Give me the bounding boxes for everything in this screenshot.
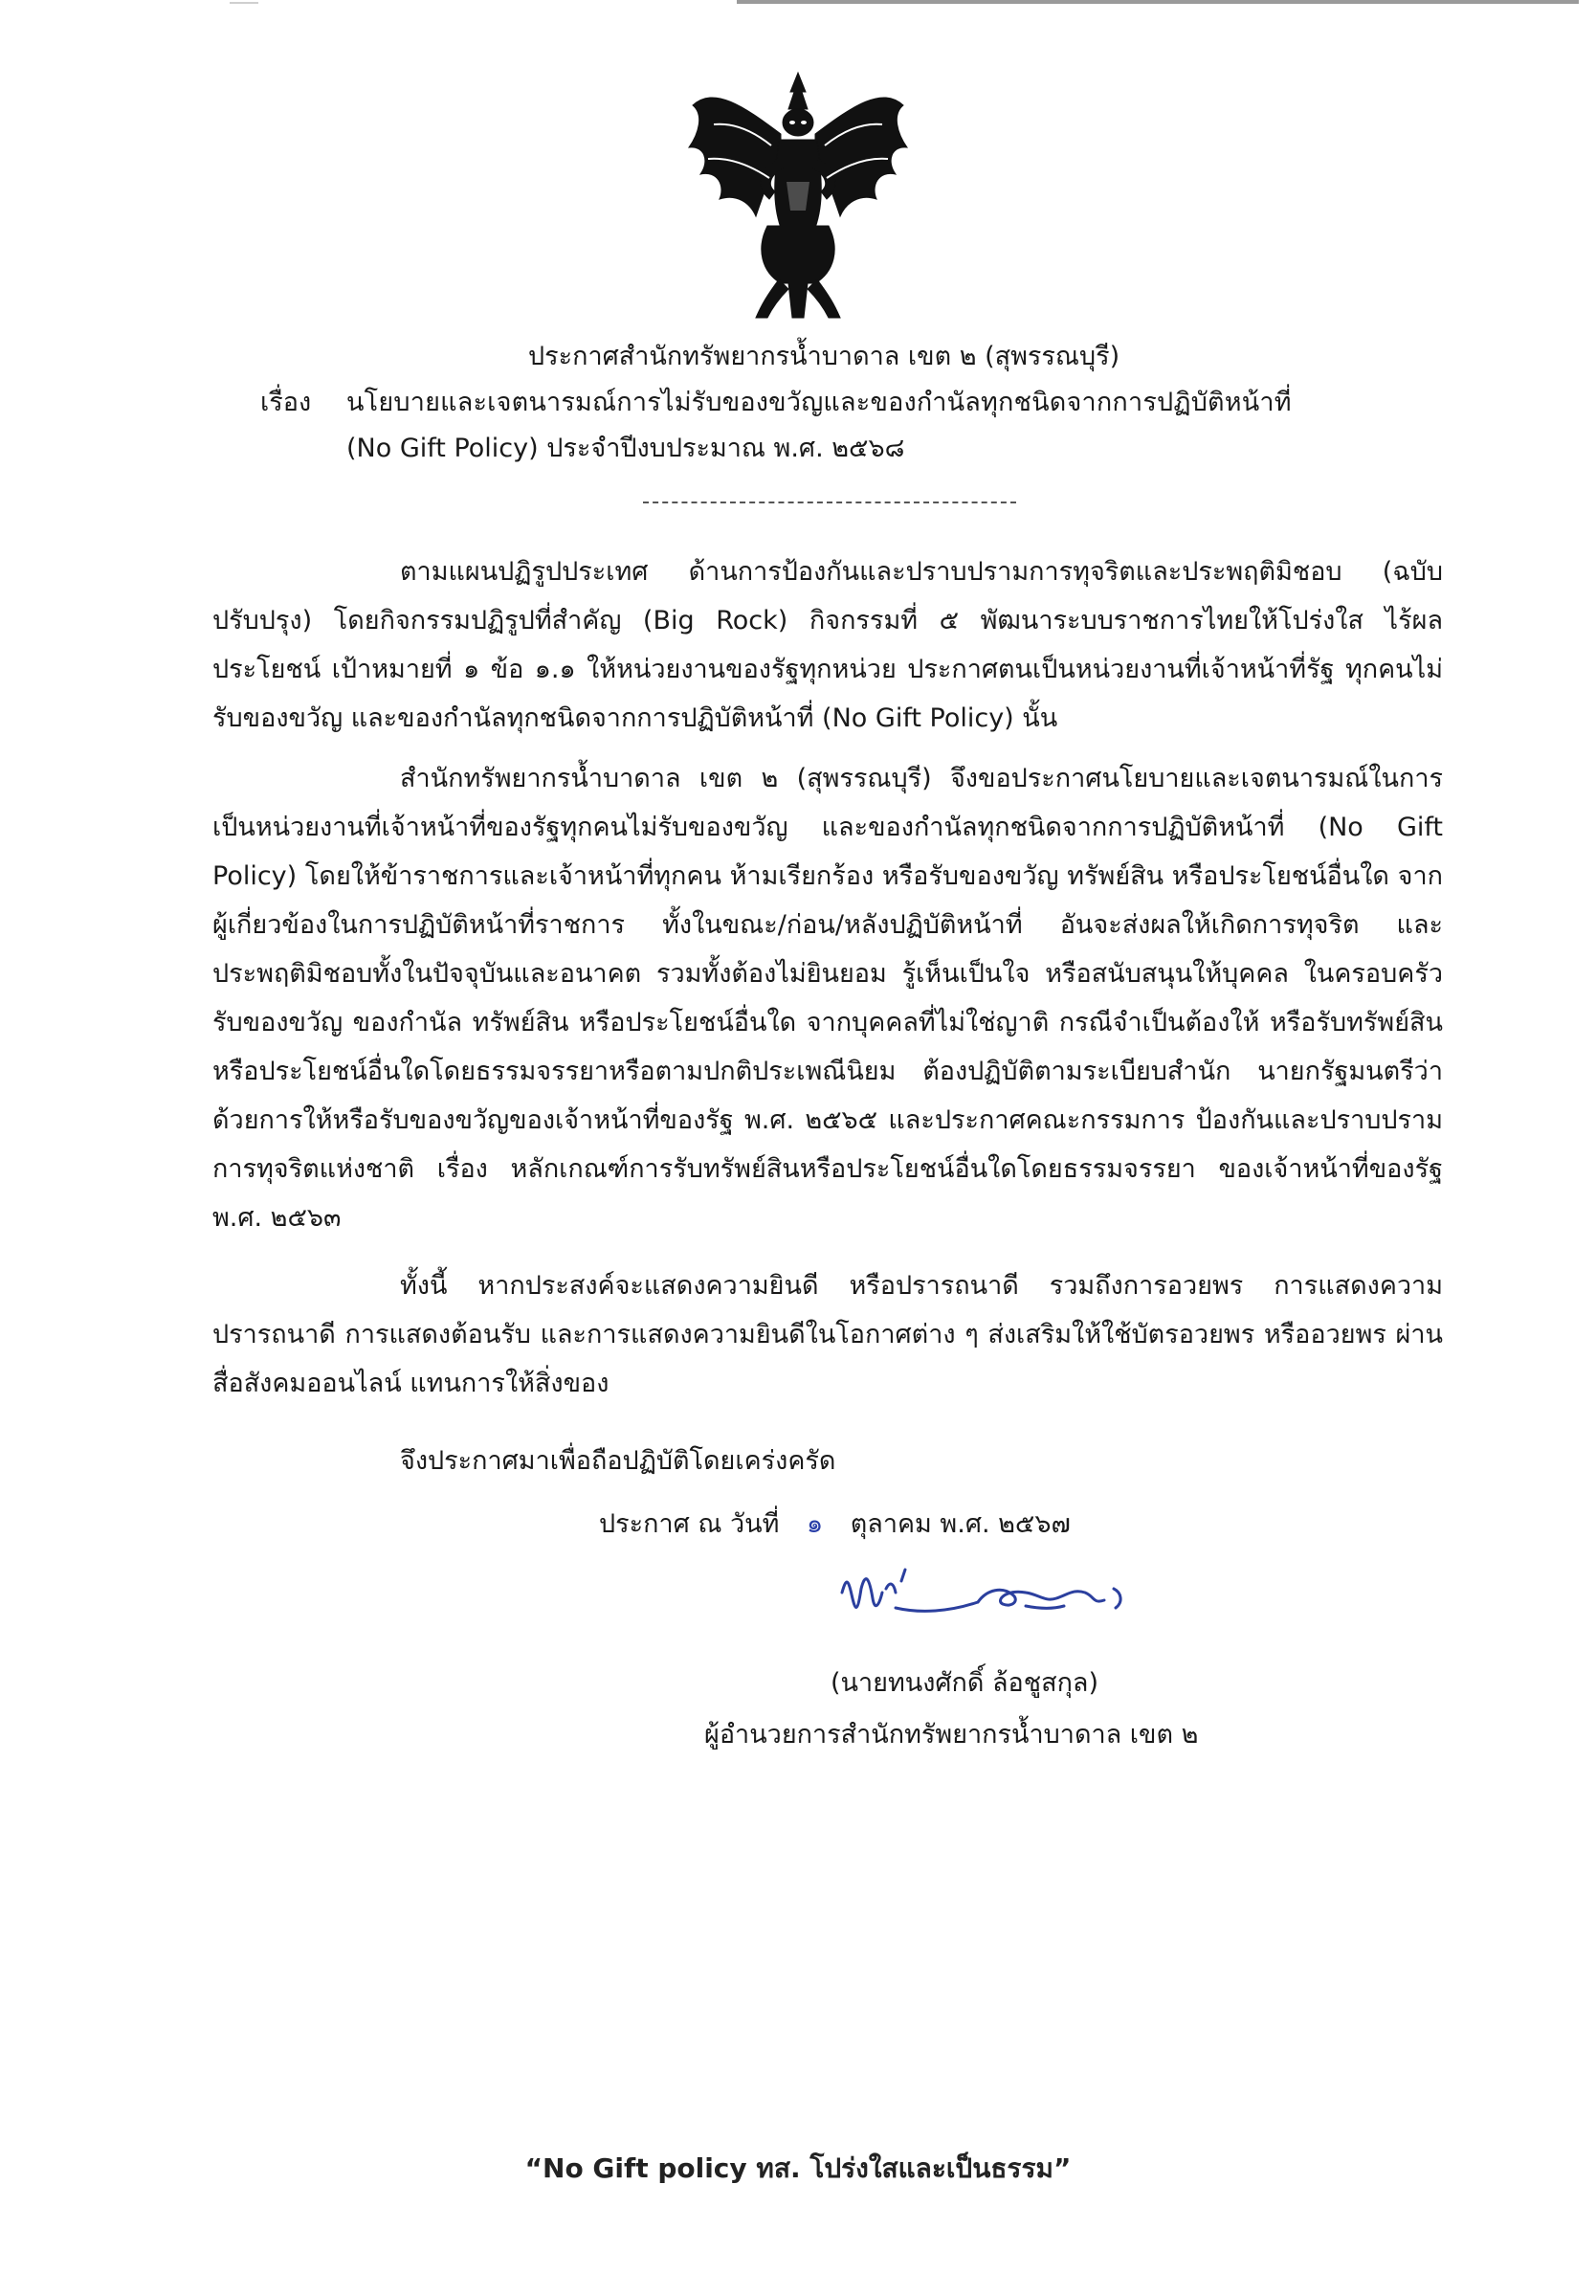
header-divider (643, 502, 1016, 503)
signer-name: (นายทนงศักดิ์ ล้อชูสกุล) (831, 1668, 1099, 1698)
handwritten-signature (834, 1560, 1150, 1635)
footer-slogan: “No Gift policy ทส. โปร่งใสและเป็นธรรม” (524, 2152, 1072, 2184)
paragraph-3: ทั้งนี้ หากประสงค์จะแสดงความยินดี หรือปรารถนาดี รวมถึงการอวยพร การแสดงความ ปรารถนาดี การแสดงต้อนรับ และการแสดงความยินดีในโอกาศต่าง ๆ ส่งเสริมให้ใช้บัตรอวยพร หรืออวยพร ผ่านสื่อสังคมออนไลน์ แทนการให้สิ่งของ (212, 1271, 1443, 1398)
paragraph-1: ตามแผนปฏิรูปประเทศ ด้านการป้องกันและปราบปรามการทุจริตและประพฤติมิชอบ (ฉบับปรับปรุง) โดยกิจกรรมปฏิรูปที่สำคัญ (Big Rock) กิจกรรมที่ ๕ พัฒนาระบบราชการไทยให้โปร่งใส ไร้ผลประโยชน์ เป้าหมายที่ ๑ ข้อ ๑.๑ ให้หน่วยงานของรัฐทุกหน่วย ประกาศตนเป็นหน่วยงานที่เจ้าหน้าที่รัฐ ทุกคนไม่รับของขวัญ และของกำนัลทุกชนิดจากการปฏิบัติหน้าที่ (No Gift Policy) นั้น (212, 557, 1443, 733)
garuda-emblem-icon (676, 67, 920, 323)
announcement-title: ประกาศสำนักทรัพยากรน้ำบาดาล เขต ๒ (สุพรรณบุรี) (528, 342, 1120, 371)
subject-line-1: นโยบายและเจตนารมณ์การไม่รับของขวัญและของกำนัลทุกชนิดจากการปฏิบัติหน้าที่ (346, 388, 1292, 417)
paragraph-2: สำนักทรัพยากรน้ำบาดาล เขต ๒ (สุพรรณบุรี) จึงขอประกาศนโยบายและเจตนารมณ์ในการ เป็นหน่วยงานที่เจ้าหน้าที่ของรัฐทุกคนไม่รับของขวัญ และของกำนัลทุกชนิดจากการปฏิบัติหน้าที่ (No Gift Policy) โดยให้ข้าราชการและเจ้าหน้าที่ทุกคน ห้ามเรียกร้อง หรือรับของขวัญ ทรัพย์สิน หรือประโยชน์อื่นใด จากผู้เกี่ยวข้องในการปฏิบัติหน้าที่ราชการ ทั้งในขณะ/ก่อน/หลังปฏิบัติหน้าที่ อันจะส่งผลให้เกิดการทุจริต และประพฤติมิชอบทั้งในปัจจุบันและอนาคต รวมทั้งต้องไม่ยินยอม รู้เห็นเป็นใจ หรือสนับสนุนให้บุคคล ในครอบครัวรับของขวัญ ของกำนัล ทรัพย์สิน หรือประโยชน์อื่นใด จากบุคคลที่ไม่ใช่ญาติ กรณีจำเป็นต้องให้ หรือรับทรัพย์สินหรือประโยชน์อื่นใดโดยธรรมจรรยาหรือตามปกติประเพณีนิยม ต้องปฏิบัติตามระเบียบสำนัก นายกรัฐมนตรีว่าด้วยการให้หรือรับของขวัญของเจ้าหน้าที่ของรัฐ พ.ศ. ๒๕๖๕ และประกาศคณะกรรมการ ป้องกันและปราบปรามการทุจริตแห่งชาติ เรื่อง หลักเกณฑ์การรับทรัพย์สินหรือประโยชน์อื่นใดโดยธรรมจรรยา ของเจ้าหน้าที่ของรัฐ พ.ศ. ๒๕๖๓ (212, 764, 1443, 1233)
subject-line-2: (No Gift Policy) ประจำปีงบประมาณ พ.ศ. ๒๕๖๘ (346, 434, 905, 463)
scan-edge-mark (230, 2, 258, 4)
subject-label: เรื่อง (260, 388, 312, 417)
date-month-year: ตุลาคม พ.ศ. ๒๕๖๗ (850, 1509, 1071, 1539)
date-day: ๑ (807, 1509, 824, 1539)
closing-statement: จึงประกาศมาเพื่อถือปฏิบัติโดยเคร่งครัด (400, 1446, 836, 1476)
date-prefix: ประกาศ ณ วันที่ (599, 1509, 780, 1539)
announcement-date (599, 1503, 1071, 1544)
signer-position: ผู้อำนวยการสำนักทรัพยากรน้ำบาดาล เขต ๒ (704, 1720, 1199, 1750)
scan-edge-line (737, 0, 1579, 4)
